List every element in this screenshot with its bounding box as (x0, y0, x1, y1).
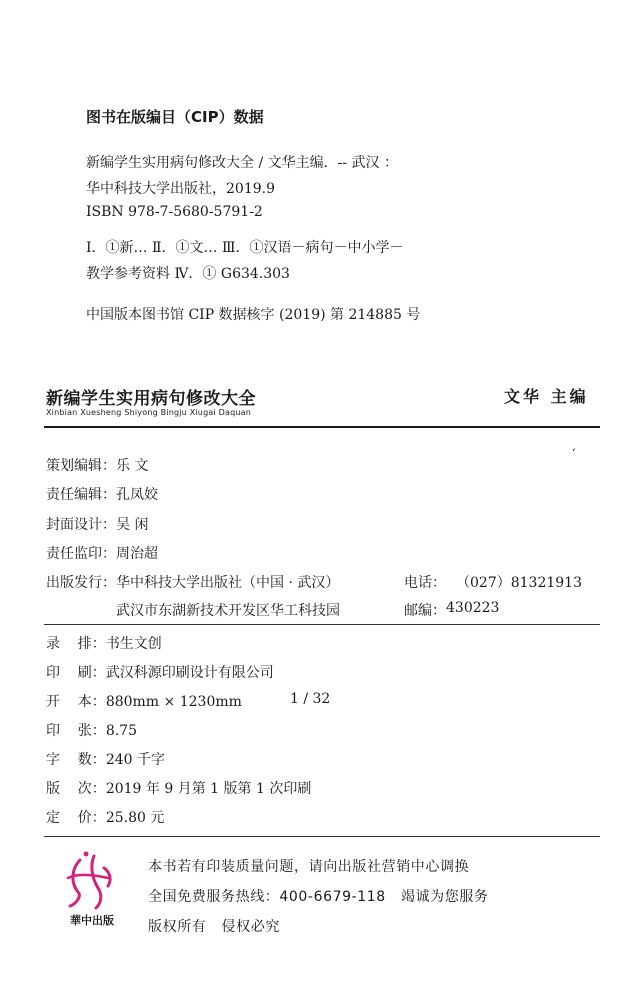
credit-row (46, 749, 165, 769)
credit-label: 出版发行： (46, 575, 116, 591)
credit-label: 字 数： (46, 752, 106, 768)
credit-label: 印 刷： (46, 665, 106, 681)
logo-text: 華中出版 (70, 914, 114, 927)
cip-isbn: ISBN 978-7-5680-5791-2 (86, 204, 263, 220)
publisher-address: 武汉市东湖新技术开发区华工科技园 (116, 603, 340, 619)
credit-row (46, 662, 274, 682)
credit-value: 8.75 (105, 723, 137, 739)
credit-value: 25.80 元 (105, 810, 165, 826)
credit-row (46, 778, 311, 798)
credit-value: 周治超 (116, 546, 158, 562)
credit-value: 武汉科源印刷设计有限公司 (105, 665, 274, 681)
credit-row (46, 633, 162, 653)
credit-value: 孔凤姣 (116, 487, 158, 503)
book-pinyin: Xinbian Xuesheng Shiyong Bingju Xiugai Daquan (46, 408, 252, 417)
book-editor: 文华 主编 (504, 387, 589, 406)
publisher-logo (50, 848, 134, 928)
credit-value: 880mm × 1230mm (105, 694, 242, 710)
credit-row (46, 807, 164, 827)
cip-line-1: 新编学生实用病句修改大全 / 文华主编．-- 武汉 ： (86, 155, 398, 171)
postcode-label: 邮编： (404, 603, 446, 619)
credit-label: 印 张： (46, 723, 106, 739)
credit-row-address (46, 600, 606, 620)
credit-label: 责任监印： (46, 546, 116, 562)
credit-row (46, 720, 137, 740)
phone-value: （027）81321913 (456, 575, 582, 591)
credit-value: 2019 年 9 月第 1 版第 1 次印刷 (105, 781, 312, 797)
credit-value: 书生文创 (105, 636, 162, 652)
footer-copyright: 版权所有 侵权必究 (148, 919, 280, 935)
credit-row (46, 543, 158, 563)
cip-line-5: 教学参考资料 Ⅳ．① G634.303 (86, 266, 290, 282)
postcode-value: 430223 (446, 600, 500, 616)
credit-label: 开 本： (46, 694, 106, 710)
credit-value: 乐 文 (116, 458, 149, 474)
cip-line-4: Ⅰ．①新… Ⅱ．①文… Ⅲ．①汉语－病句－中小学－ (86, 240, 404, 256)
credit-label: 责任编辑： (46, 487, 116, 503)
credit-label: 策划编辑： (46, 458, 116, 474)
footer-hotline: 全国免费服务热线：400-6679-118 竭诚为您服务 (148, 889, 489, 905)
credit-value: 240 千字 (105, 752, 165, 768)
footer-divider (44, 836, 600, 837)
footer-quality-notice: 本书若有印装质量问题，请向出版社营销中心调换 (148, 859, 470, 875)
credit-row-format (46, 691, 606, 711)
credit-label: 录 排： (46, 636, 106, 652)
credit-label: 封面设计： (46, 517, 116, 533)
publisher-name: 华中科技大学出版社（中国 · 武汉） (116, 575, 340, 591)
credits-divider (44, 624, 600, 625)
format-fraction: 1 / 32 (290, 691, 331, 707)
book-title: 新编学生实用病句修改大全 (46, 389, 256, 409)
phone-label: 电话： (404, 575, 446, 591)
credit-row (46, 514, 148, 534)
publisher-logo-icon (50, 848, 134, 928)
credit-row (46, 455, 148, 475)
title-divider (44, 426, 600, 428)
cip-line-2: 华中科技大学出版社，2019.9 (86, 181, 275, 197)
credit-label: 定 价： (46, 810, 106, 826)
credit-row (46, 484, 158, 504)
cip-heading: 图书在版编目（CIP）数据 (86, 108, 264, 126)
credit-label: 版 次： (46, 781, 106, 797)
stray-mark: ʻ (569, 445, 577, 461)
credit-value: 吴 闲 (116, 517, 149, 533)
credit-row-publisher (46, 572, 606, 592)
cip-line-6: 中国版本图书馆 CIP 数据核字 (2019) 第 214885 号 (86, 307, 421, 323)
